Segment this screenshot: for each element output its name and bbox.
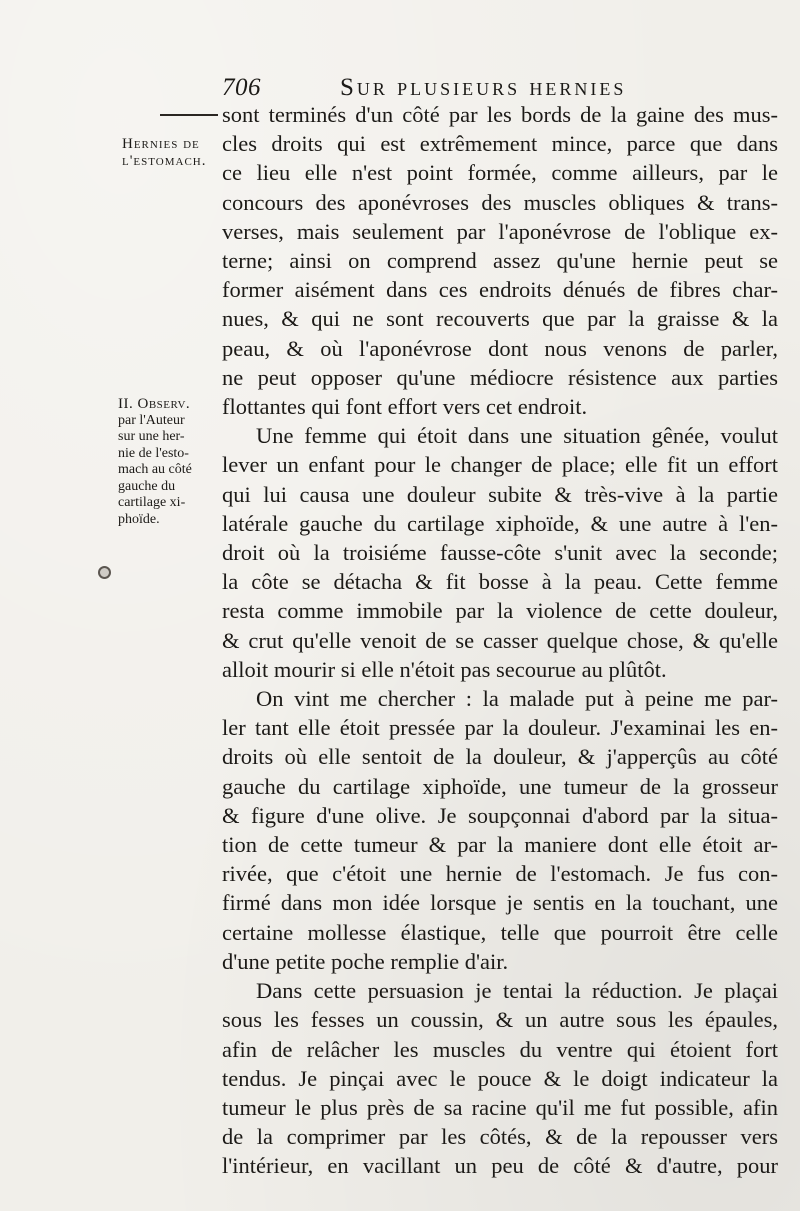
sidenote-line: mach au côté — [118, 462, 192, 477]
sidenote-line: l'estomach. — [122, 152, 207, 169]
text-line: d'une petite poche remplie d'air. — [222, 948, 509, 974]
text-line: tumeur le plus près de sa racine qu'il me fut possible, afin — [222, 1094, 778, 1120]
sidenote-line: par l'Auteur — [118, 412, 185, 428]
text-line: verses, mais seulement par l'aponévrose de l'oblique ex- — [222, 218, 778, 244]
running-head: Sur plusieurs hernies — [340, 74, 627, 101]
sidenote-line: Hernies de — [122, 136, 200, 152]
text-line: lever un enfant pour le changer de place; elle fit un effort — [222, 452, 778, 478]
text-line: droit où la troisiéme fausse-côte s'unit avec la seconde; — [222, 540, 778, 566]
text-line: ne peut opposer qu'une médiocre résistence aux parties — [222, 364, 778, 390]
marginal-rule — [160, 114, 218, 116]
text-line: On vint me chercher : la malade put à peine me par- — [256, 686, 778, 712]
page-number: 706 — [222, 74, 261, 101]
text-line: Une femme qui étoit dans une situation gênée, voulut — [256, 423, 778, 449]
text-line: qui lui causa une douleur subite & très-vive à la partie — [222, 481, 778, 507]
text-line: droits où elle sentoit de la douleur, & j'apperçûs au côté — [222, 744, 778, 770]
sidenote-hernies-estomach — [122, 136, 206, 169]
text-line: ce lieu elle n'est point formée, comme ailleurs, par le — [222, 160, 778, 186]
text-line: Dans cette persuasion je tentai la réduction. Je plaçai — [256, 978, 778, 1004]
text-line: sous les fesses un coussin, & un autre sous les épaules, — [222, 1007, 778, 1033]
text-line: cles droits qui est extrêmement mince, parce que dans — [222, 131, 778, 157]
text-line: sont terminés d'un côté par les bords de la gaine des mus- — [222, 102, 778, 127]
text-line: afin de relâcher les muscles du ventre qui étoient fort — [222, 1036, 778, 1062]
text-line: certaine mollesse élastique, telle que pourroit être celle — [222, 919, 778, 945]
sidenote-title: II. Observ. — [118, 396, 191, 412]
text-line: de la comprimer par les côtés, & de la repousser vers — [222, 1124, 778, 1150]
text-line: terne; ainsi on comprend assez qu'une hernie peut se — [222, 248, 778, 274]
text-line: tendus. Je pinçai avec le pouce & le doigt indicateur la — [222, 1065, 778, 1091]
sidenote-line: sur une her- — [118, 429, 185, 444]
sidenote-line: cartilage xi- — [118, 495, 186, 510]
sidenote-line: phoïde. — [118, 511, 160, 527]
text-line: & crut qu'elle venoit de se casser quelque chose, & qu'elle — [222, 627, 778, 653]
text-line: resta comme immobile par la violence de cette douleur, — [222, 598, 778, 624]
text-line: former aisément dans ces endroits dénués de fibres char- — [222, 277, 778, 303]
text-line: tion de cette tumeur & par la maniere dont elle étoit ar- — [222, 832, 778, 858]
text-line: peau, & où l'aponévrose dont nous venons de parler, — [222, 335, 778, 361]
text-line: firmé dans mon idée lorsque je sentis en la touchant, une — [222, 890, 778, 916]
text-line: latérale gauche du cartilage xiphoïde, & une autre à l'en- — [222, 510, 778, 536]
text-line: nues, & qui ne sont recouverts que par la graisse & la — [222, 306, 778, 332]
text-line: gauche du cartilage xiphoïde, une tumeur de la grosseur — [222, 773, 778, 799]
text-line: concours des aponévroses des muscles obliques & trans- — [222, 189, 778, 215]
sidenote-observation — [118, 396, 192, 528]
body-text — [222, 100, 778, 1181]
text-line: l'intérieur, en vacillant un peu de côté & d'autre, pour — [222, 1153, 778, 1179]
text-line: alloit mourir si elle n'étoit pas secourue au plûtôt. — [222, 656, 667, 682]
sidenote-line: nie de l'esto- — [118, 445, 189, 461]
text-line: rivée, que c'étoit une hernie de l'estomach. Je fus con- — [222, 861, 778, 887]
text-line: la côte se détacha & fit bosse à la peau. Cette femme — [222, 569, 778, 595]
ink-blot — [98, 566, 111, 579]
text-line: flottantes qui font effort vers cet endroit. — [222, 394, 588, 420]
sidenote-line: gauche du — [118, 478, 176, 494]
text-line: & figure d'une olive. Je soupçonnai d'abord par la situa- — [222, 802, 778, 828]
text-line: ler tant elle étoit pressée par la douleur. J'examinai les en- — [222, 715, 778, 741]
